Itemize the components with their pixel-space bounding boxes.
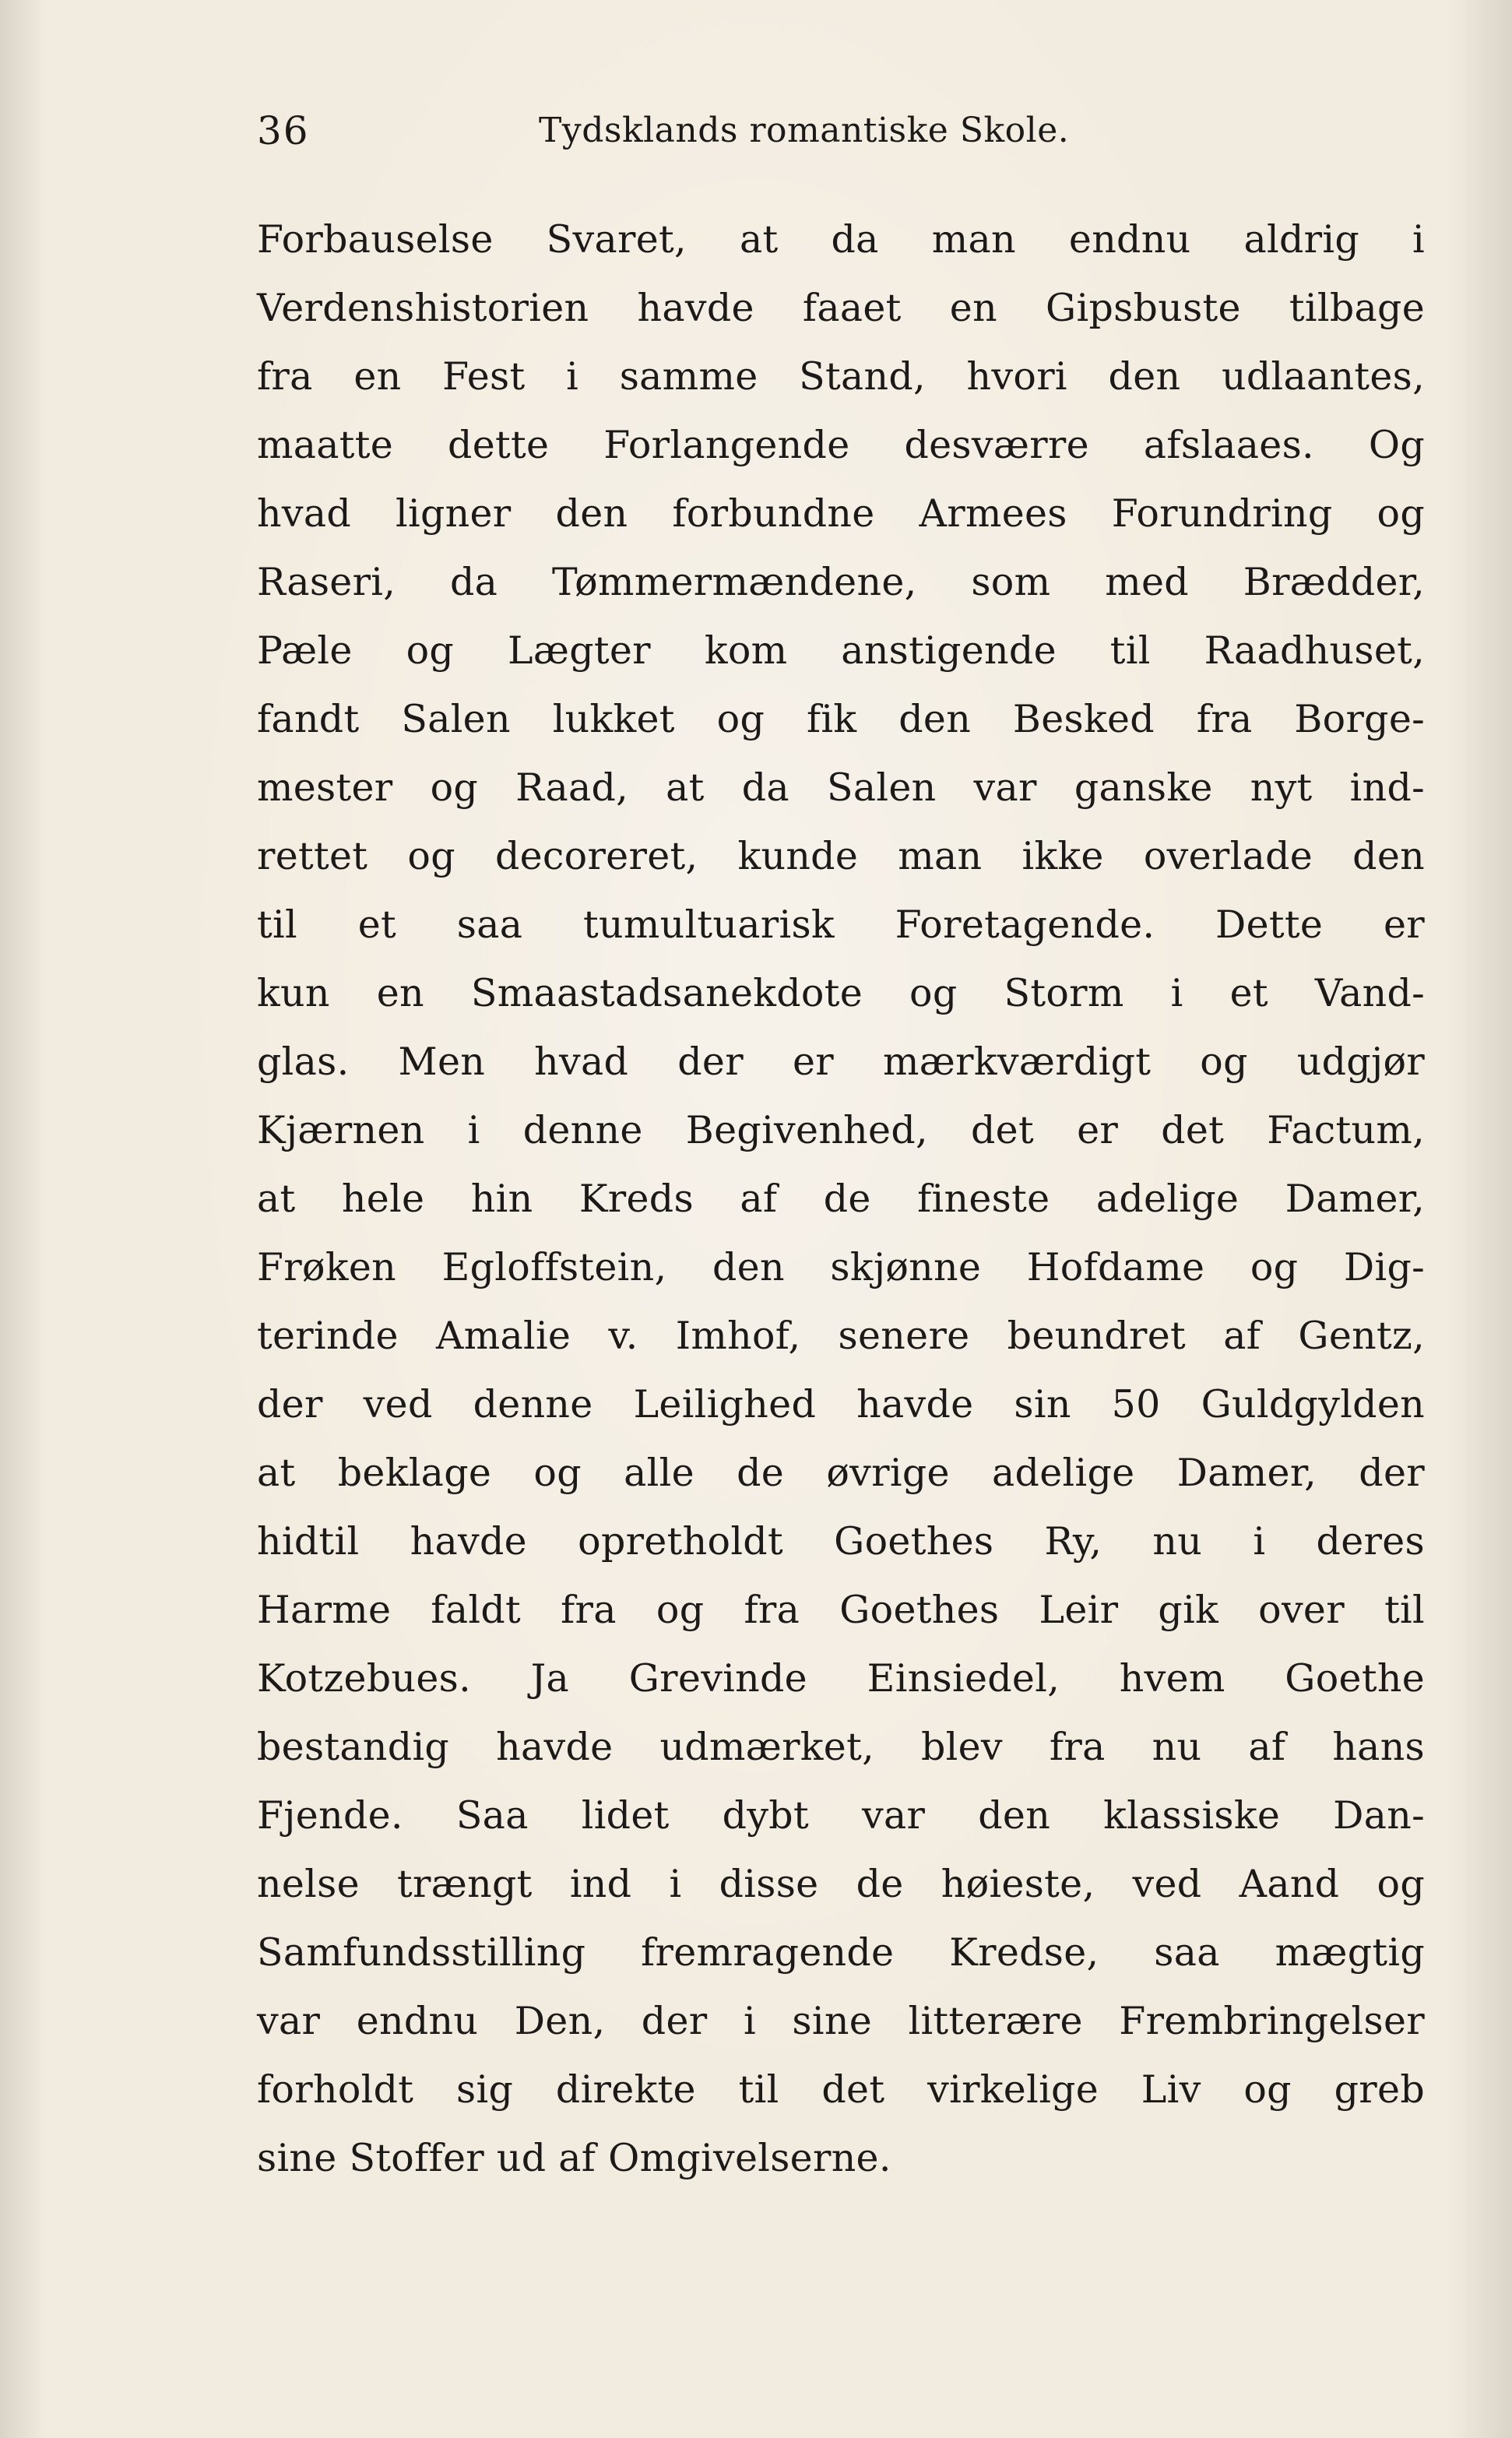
text-line: maatte dette Forlangende desværre afslaaes. Og [257,423,1425,467]
text-line: forholdt sig direkte til det virkelige Liv og greb [257,2067,1425,2112]
text-line: rettet og decoreret, kunde man ikke overlade den [257,834,1425,878]
text-line: var endnu Den, der i sine litterære Frembringelser [257,1999,1425,2043]
text-line: Frøken Egloffstein, den skjønne Hofdame og Dig- [257,1245,1425,1289]
text-line: glas. Men hvad der er mærkværdigt og udgjør [257,1040,1425,1084]
text-line: Pæle og Lægter kom anstigende til Raadhuset, [257,628,1425,673]
text-line: Raseri, da Tømmermændene, som med Brædder, [257,560,1425,604]
text-line: Verdenshistorien havde faaet en Gipsbuste tilbage [257,286,1425,330]
page-header [257,100,1269,162]
text-line: til et saa tumultuarisk Foretagende. Dette er [257,902,1425,947]
body-text [257,206,1425,2193]
text-line: hvad ligner den forbundne Armees Forundring og [257,491,1425,536]
text-line: Fjende. Saa lidet dybt var den klassiske Dan- [257,1793,1425,1838]
text-line: bestandig havde udmærket, blev fra nu af hans [257,1725,1425,1769]
text-line: Harme faldt fra og fra Goethes Leir gik over til [257,1588,1425,1632]
text-line: fandt Salen lukket og fik den Besked fra Borge- [257,697,1425,741]
running-head: Tydsklands romantiske Skole. [539,111,1070,150]
text-line: Kotzebues. Ja Grevinde Einsiedel, hvem Goethe [257,1656,1425,1701]
text-line: nelse trængt ind i disse de høieste, ved Aand og [257,1862,1425,1906]
page-number: 36 [257,108,310,153]
text-line: at hele hin Kreds af de fineste adelige Damer, [257,1177,1425,1221]
text-line: hidtil havde opretholdt Goethes Ry, nu i deres [257,1519,1425,1564]
text-line: mester og Raad, at da Salen var ganske nyt ind- [257,765,1425,810]
text-line: der ved denne Leilighed havde sin 50 Guldgylden [257,1382,1425,1427]
text-line: Kjærnen i denne Begivenhed, det er det Factum, [257,1108,1425,1152]
text-line: fra en Fest i samme Stand, hvori den udlaantes, [257,354,1425,399]
text-line: Forbauselse Svaret, at da man endnu aldrig i [257,217,1425,262]
text-line: kun en Smaastadsanekdote og Storm i et Vand- [257,971,1425,1015]
text-line: sine Stoffer ud af Omgivelserne. [257,2136,891,2180]
text-line: terinde Amalie v. Imhof, senere beundret af Gentz, [257,1314,1425,1358]
text-line: Samfundsstilling fremragende Kredse, saa mægtig [257,1930,1425,1975]
text-line: at beklage og alle de øvrige adelige Damer, der [257,1451,1425,1495]
